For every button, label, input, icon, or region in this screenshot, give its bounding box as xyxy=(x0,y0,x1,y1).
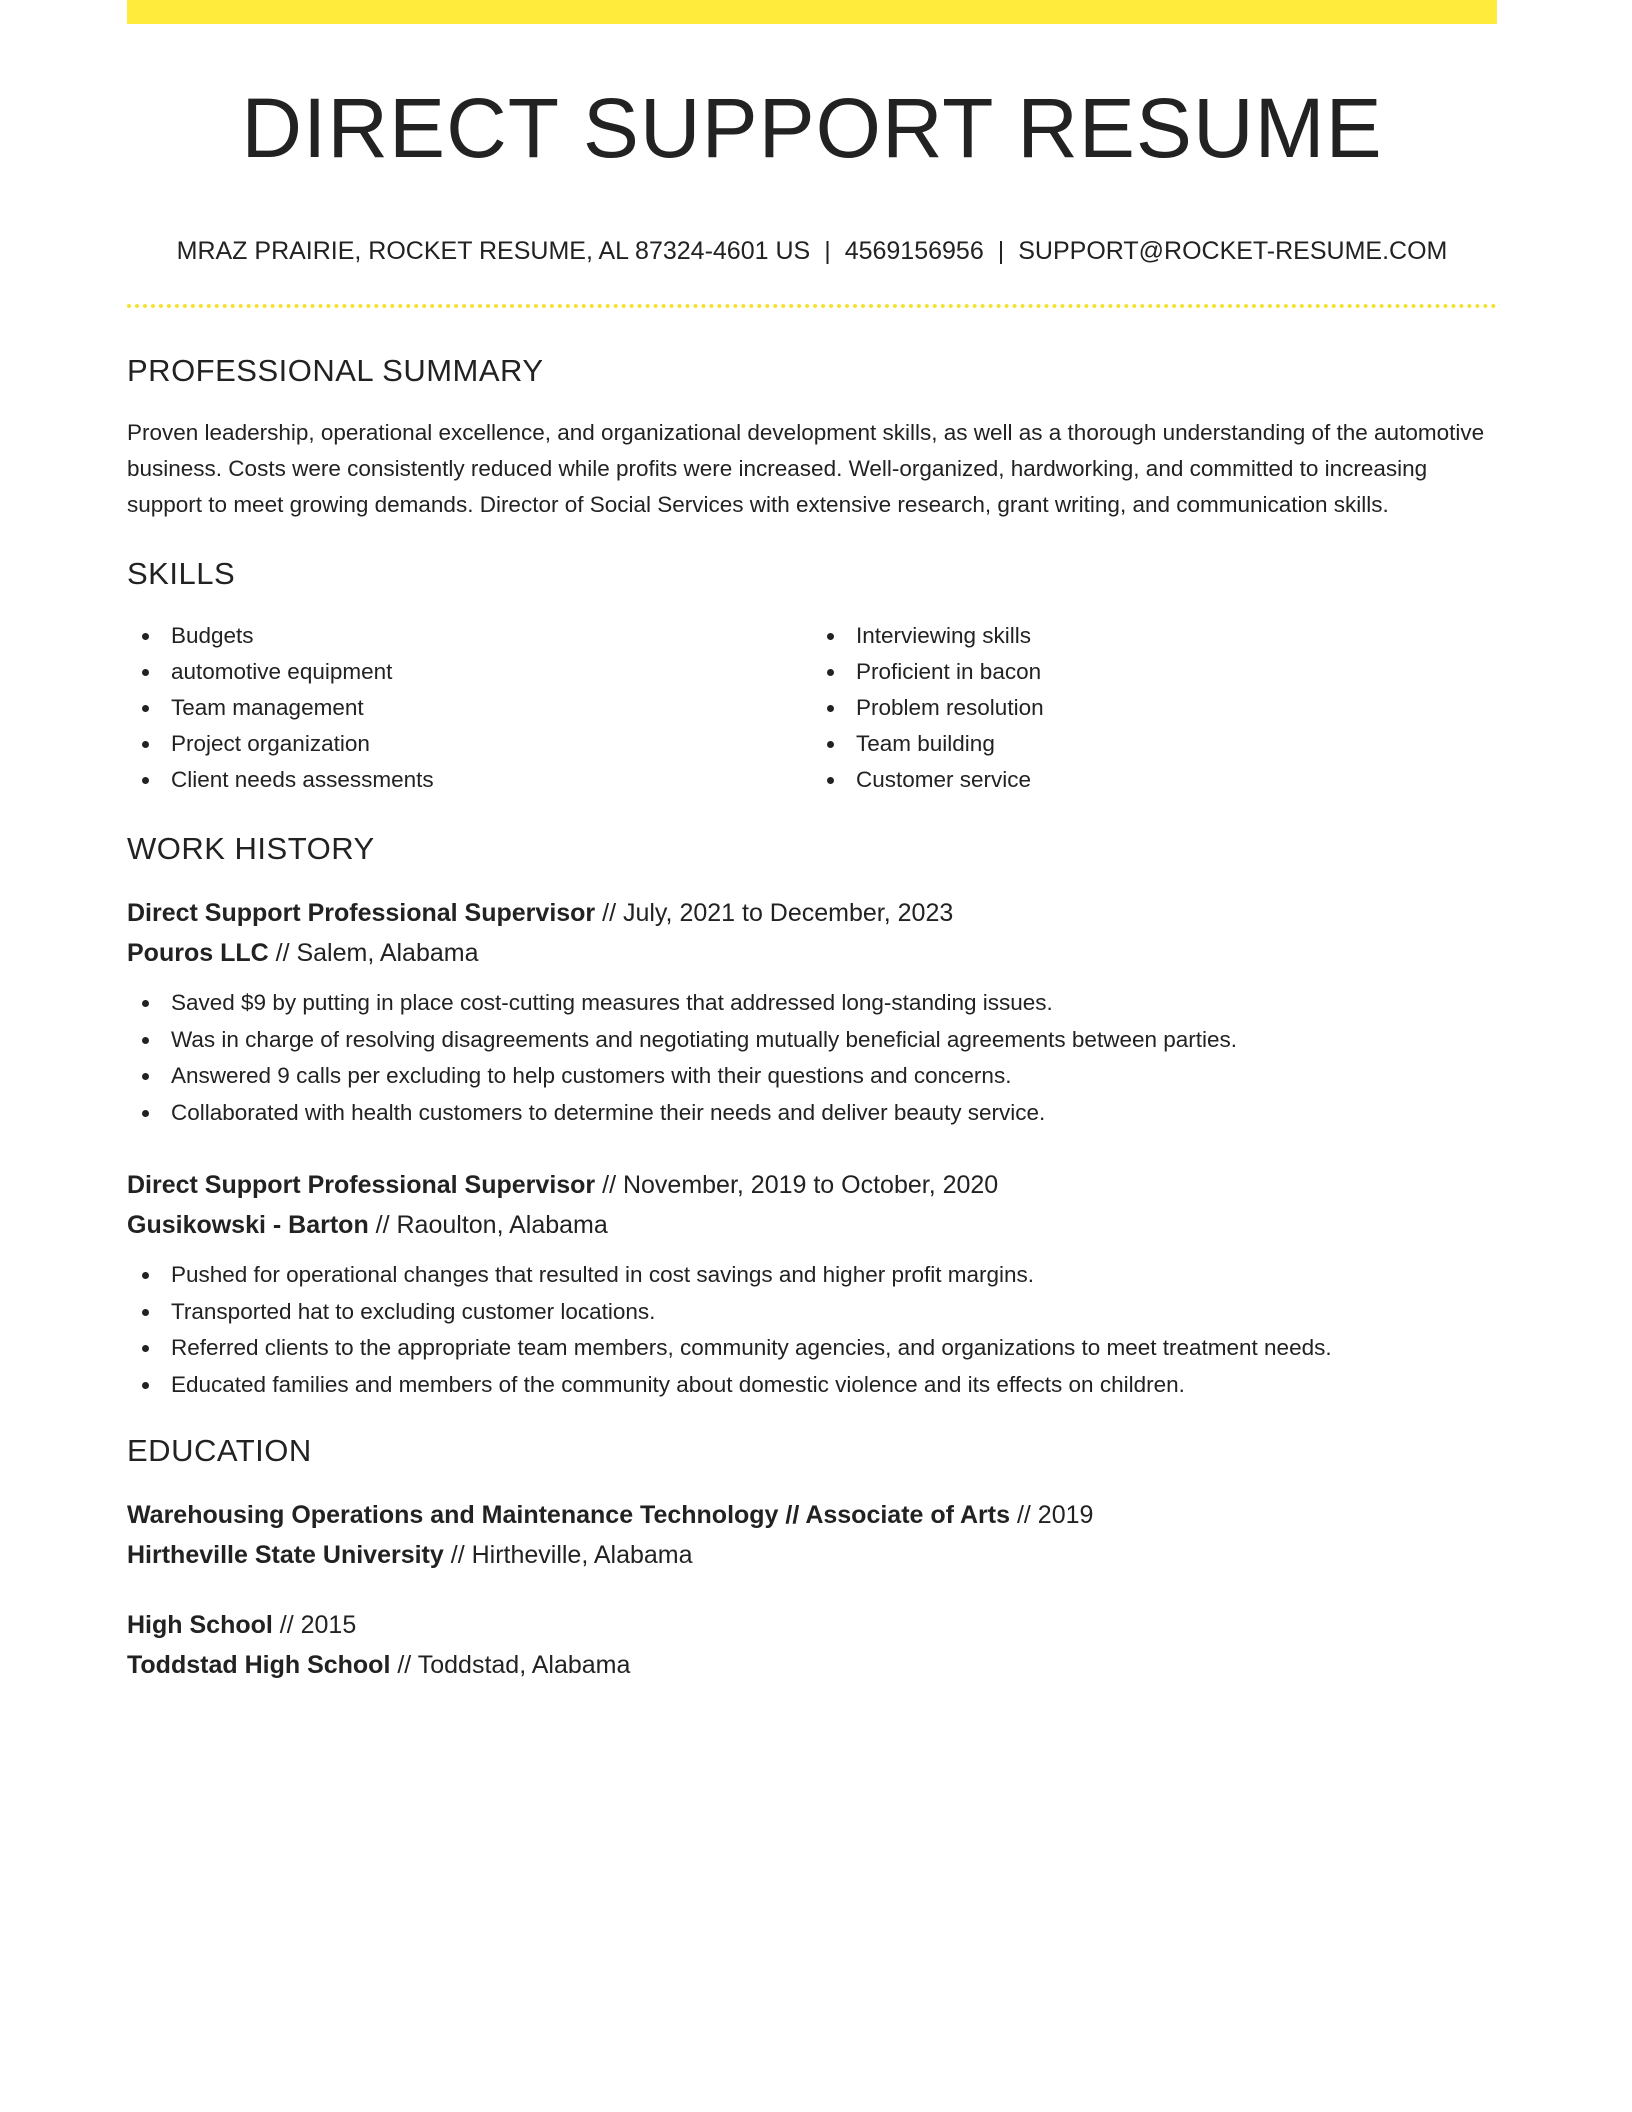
skill-item: Client needs assessments xyxy=(127,762,812,798)
job-title: Direct Support Professional Supervisor xyxy=(127,899,596,927)
job-entry xyxy=(127,1165,1497,1403)
job-company: Gusikowski - Barton xyxy=(127,1211,369,1239)
job-bullet: Was in charge of resolving disagreements and negotiating mutually beneficial agreements between parties. xyxy=(127,1022,1497,1059)
contact-line xyxy=(127,236,1497,266)
school-line xyxy=(127,1645,1497,1685)
contact-address: MRAZ PRAIRIE, ROCKET RESUME, AL 87324-4601 US xyxy=(176,237,811,265)
contact-phone: 4569156956 xyxy=(844,237,984,265)
job-bullet: Answered 9 calls per excluding to help customers with their questions and concerns. xyxy=(127,1058,1497,1095)
skill-item: Project organization xyxy=(127,726,812,762)
skill-item: Problem resolution xyxy=(812,690,1497,726)
job-dates: // November, 2019 to October, 2020 xyxy=(595,1171,999,1199)
school-name: Hirtheville State University xyxy=(127,1541,444,1569)
education-entry xyxy=(127,1495,1497,1575)
education-entry xyxy=(127,1605,1497,1685)
degree-year: // 2015 xyxy=(272,1611,357,1639)
skill-item: Budgets xyxy=(127,618,812,654)
summary-text: Proven leadership, operational excellence, and organizational development skills, as well as a thorough understanding of the automotive business. Costs were consistently reduced while profits were increased. Well-organized, hardworking, and committed to increasing support to meet growing demands. Director of Social Services with extensive research, grant writing, and communication skills. xyxy=(127,420,1485,517)
skill-item: Customer service xyxy=(812,762,1497,798)
degree-line xyxy=(127,1495,1497,1535)
job-title: Direct Support Professional Supervisor xyxy=(127,1171,596,1199)
job-location: // Raoulton, Alabama xyxy=(368,1211,608,1239)
job-company-line xyxy=(127,933,1497,973)
job-bullet: Educated families and members of the community about domestic violence and its effects on children. xyxy=(127,1367,1497,1404)
degree-name: Warehousing Operations and Maintenance Technology // Associate of Arts xyxy=(127,1501,1011,1529)
job-title-line xyxy=(127,893,1497,933)
job-bullet: Pushed for operational changes that resulted in cost savings and higher profit margins. xyxy=(127,1257,1497,1294)
school-location: // Hirtheville, Alabama xyxy=(443,1541,693,1569)
skill-item: Interviewing skills xyxy=(812,618,1497,654)
skill-item: Team building xyxy=(812,726,1497,762)
job-bullets xyxy=(127,1257,1497,1403)
job-title-line xyxy=(127,1165,1497,1205)
summary-heading: PROFESSIONAL SUMMARY xyxy=(127,353,544,388)
job-entry xyxy=(127,893,1497,1131)
work-history-heading: WORK HISTORY xyxy=(127,831,375,866)
contact-email: SUPPORT@ROCKET-RESUME.COM xyxy=(1018,237,1448,265)
skills-heading: SKILLS xyxy=(127,556,236,591)
skill-item: Team management xyxy=(127,690,812,726)
skill-item: automotive equipment xyxy=(127,654,812,690)
education-heading: EDUCATION xyxy=(127,1433,312,1468)
job-company: Pouros LLC xyxy=(127,939,269,967)
skill-item: Proficient in bacon xyxy=(812,654,1497,690)
dotted-divider xyxy=(127,304,1497,308)
school-name: Toddstad High School xyxy=(127,1651,391,1679)
job-bullet: Saved $9 by putting in place cost-cutting measures that addressed long-standing issues. xyxy=(127,985,1497,1022)
job-bullet: Collaborated with health customers to determine their needs and deliver beauty service. xyxy=(127,1095,1497,1132)
skills-column-left xyxy=(127,618,812,798)
skills-column-right xyxy=(812,618,1497,798)
job-bullet: Referred clients to the appropriate team members, community agencies, and organizations to meet treatment needs. xyxy=(127,1330,1497,1367)
job-bullets xyxy=(127,985,1497,1131)
skills-grid xyxy=(127,618,1497,798)
job-dates: // July, 2021 to December, 2023 xyxy=(595,899,954,927)
accent-bar xyxy=(127,0,1497,24)
degree-line xyxy=(127,1605,1497,1645)
job-location: // Salem, Alabama xyxy=(268,939,479,967)
degree-year: // 2019 xyxy=(1010,1501,1094,1529)
job-bullet: Transported hat to excluding customer locations. xyxy=(127,1294,1497,1331)
contact-separator: | xyxy=(824,237,831,265)
job-company-line xyxy=(127,1205,1497,1245)
contact-separator: | xyxy=(997,237,1005,265)
school-location: // Toddstad, Alabama xyxy=(390,1651,631,1679)
resume-title: DIRECT SUPPORT RESUME xyxy=(241,81,1383,175)
school-line xyxy=(127,1535,1497,1575)
degree-name: High School xyxy=(127,1611,273,1639)
resume-page xyxy=(127,0,1497,1685)
